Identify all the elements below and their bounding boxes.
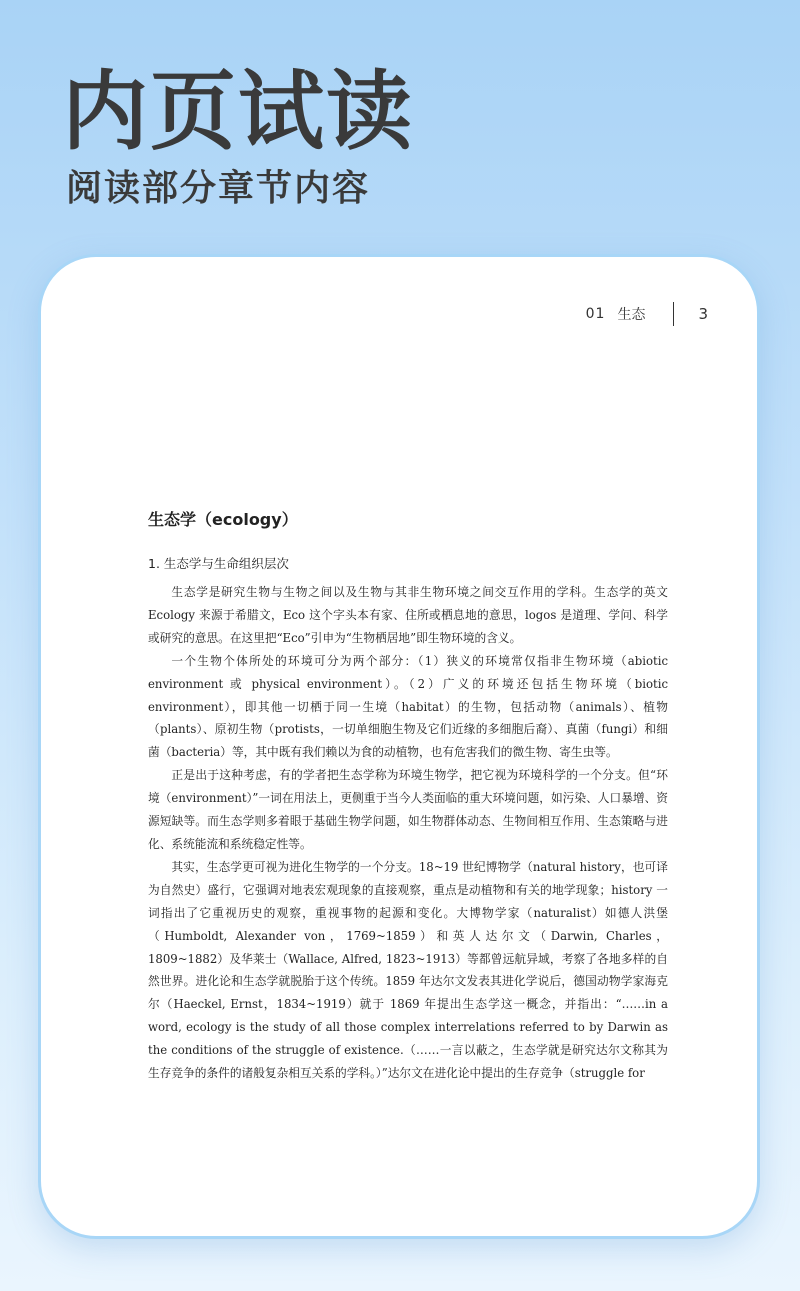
paragraph: 生态学是研究生物与生物之间以及生物与其非生物环境之间交互作用的学科。生态学的英文 Ecology 来源于希腊文，Eco 这个字头本有家、住所或栖息地的意思，logos 是道理、学问、科学或研究的意思。在这里把“Eco”引申为“生物栖居地”即生物环境的含义。 (148, 585, 668, 645)
paragraph: 一个生物个体所处的环境可分为两个部分：（1）狭义的环境常仅指非生物环境（abiotic environment 或 physical environment）。（2）广义的环境还包括生物环境（biotic environment），即其他一切栖于同一生境（habitat）的生物，包括动物（animals）、植物（plants）、原初生物（protists，一切单细胞生物及它们近缘的多细胞后裔）、真菌（fungi）和细菌（bacteria）等，其中既有我们赖以为食的动植物，也有危害我们的微生物、寄生虫等。 (148, 653, 668, 760)
running-head (586, 302, 708, 326)
paragraph: 其实，生态学更可视为进化生物学的一个分支。18~19 世纪博物学（natural history，也可译为自然史）盛行，它强调对地表宏观现象的直接观察，重点是动植物和有关的地学现象；history 一词指出了它重视历史的观察，重视事物的起源和变化。大博物学家（naturalist）如德人洪堡（Humboldt, Alexander von，1769~1859）和英人达尔文（Darwin, Charles，1809~1882）及华莱士（Wallace, Alfred, 1823~1913）等都曾远航异域，考察了各地多样的自然世界。进化论和生态学就脱胎于这个传统。1859 年达尔文发表其进化学说后，德国动物学家海克尔（Haeckel, Ernst，1834~1919）就于 1869 年提出生态学这一概念，并指出：“……in a word, ecology is the study of all those complex interrelations referred to by Darwin as the conditions of the struggle of existence.（……一言以蔽之，生态学就是研究达尔文称其为生存竞争的条件的诸般复杂相互关系的学科。）”达尔文在进化论中提出的生存竞争（struggle for (148, 859, 668, 1081)
body-text (148, 581, 668, 1085)
section-heading: 生态学（ecology） (148, 510, 298, 529)
paragraph: 正是出于这种考虑，有的学者把生态学称为环境生物学，把它视为环境科学的一个分支。但“环境（environment）”一词在用法上，更侧重于当今人类面临的重大环境问题，如污染、人口暴增、资源短缺等。而生态学则多着眼于基础生物学问题，如生物群体动态、生物间相互作用、生态策略与进化、系统能流和系统稳定性等。 (148, 768, 668, 851)
hero-subtitle: 阅读部分章节内容 (66, 168, 371, 209)
subsection-heading: 1. 生态学与生命组织层次 (148, 556, 289, 571)
hero-title: 内页试读 (62, 62, 414, 162)
page-number: 3 (698, 305, 708, 323)
chapter-name: 生态 (617, 307, 646, 323)
chapter-number: 01 (585, 306, 606, 322)
running-head-divider (673, 302, 674, 326)
